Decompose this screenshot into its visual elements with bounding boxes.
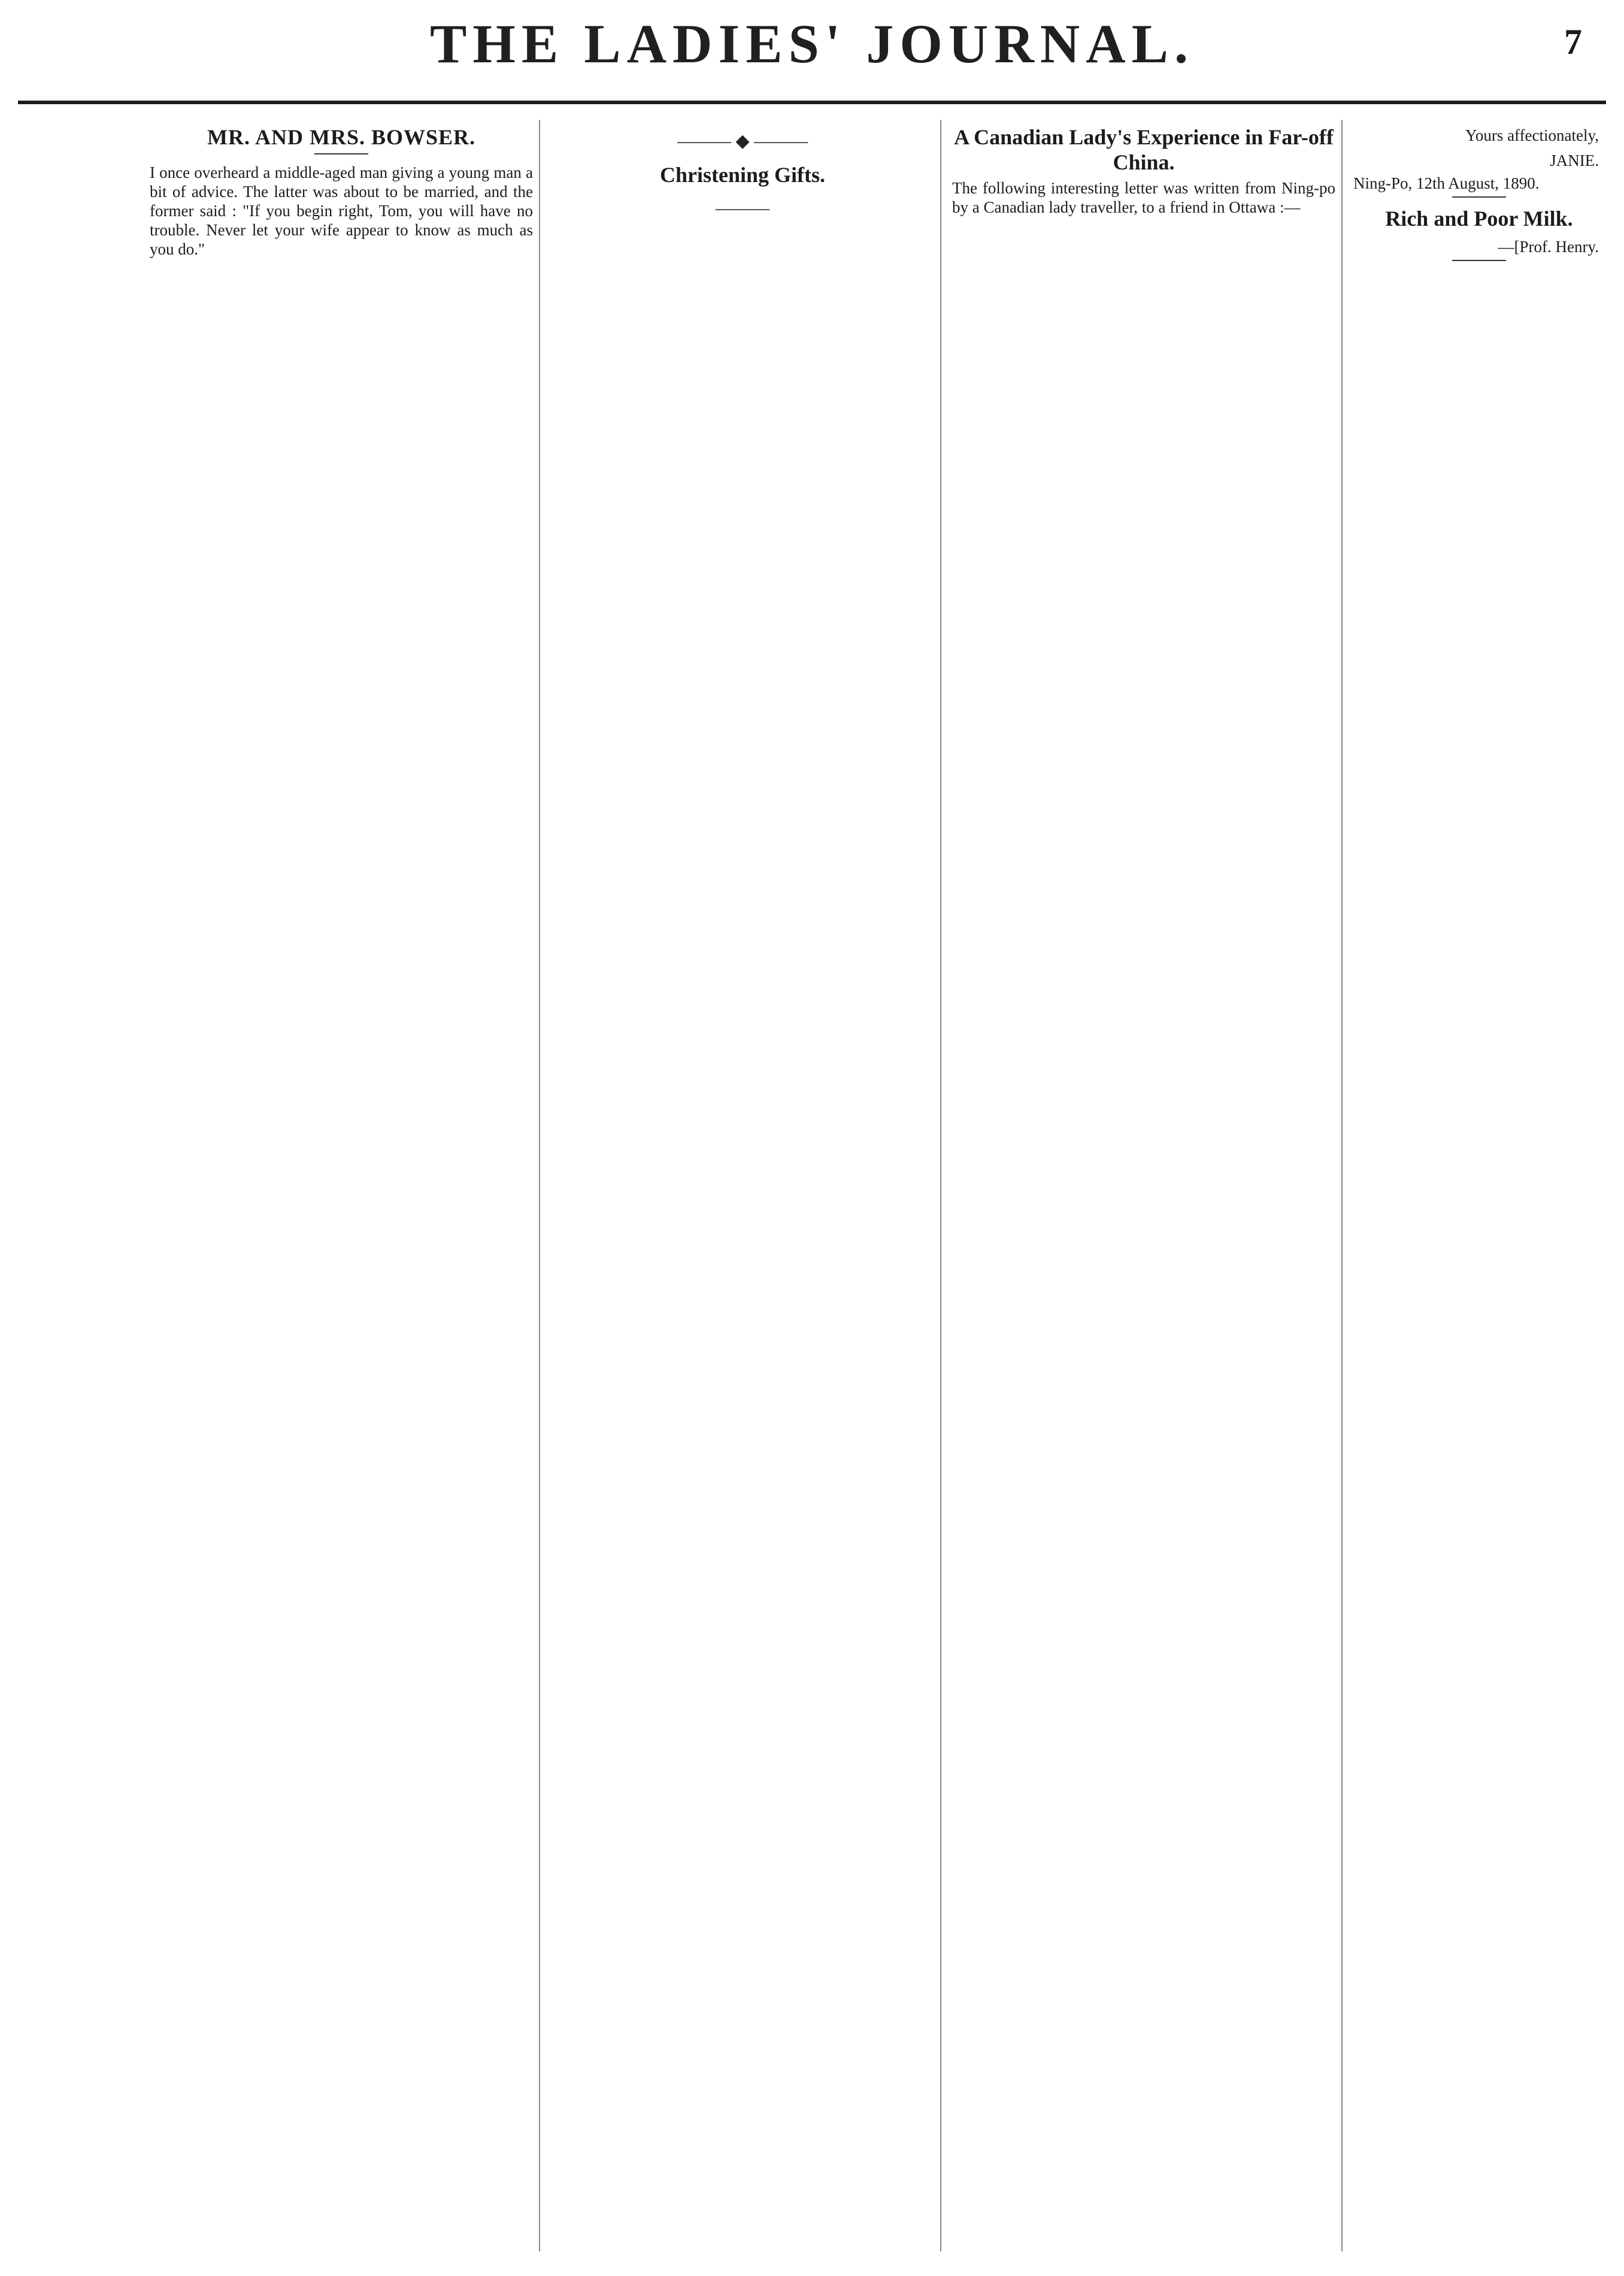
- masthead-rule: [18, 101, 1606, 104]
- letter-signature: Yours affectionately,: [1465, 126, 1599, 144]
- column-divider: [539, 120, 540, 2251]
- article-body-bowser: I once overheard a middle-aged man giving a young man a bit of advice. The latter was about to be married, and the former said : "If you begin right, Tom, you will have no trouble. Never let your wife appear to know as much as you do.": [150, 163, 533, 258]
- column-4: [1353, 120, 1605, 2251]
- section-rule: [1452, 196, 1506, 198]
- article-headline-christening: Christening Gifts.: [659, 163, 825, 187]
- letter-author: JANIE.: [1550, 151, 1599, 169]
- column-1: [150, 120, 533, 2251]
- journal-title: THE LADIES' JOURNAL.: [429, 13, 1195, 74]
- section-ornament: ——— ◆ ———: [677, 131, 808, 151]
- section-ornament: ———: [716, 198, 769, 218]
- column-2: [551, 120, 934, 2251]
- milk-credit: —[Prof. Henry.: [1498, 238, 1599, 256]
- column-divider: [940, 120, 941, 2251]
- masthead: [18, 11, 1606, 89]
- article-headline-milk: Rich and Poor Milk.: [1385, 207, 1573, 231]
- page-number: 7: [1564, 22, 1582, 62]
- article-headline-bowser: MR. AND MRS. BOWSER.: [207, 125, 476, 149]
- section-rule: [1452, 260, 1506, 261]
- article-headline-china: A Canadian Lady's Experience in Far-off China.: [954, 125, 1334, 174]
- headline-rule: [314, 153, 368, 154]
- column-divider: [1341, 120, 1343, 2251]
- column-3: [952, 120, 1335, 2251]
- letter-dateline: Ning-Po, 12th August, 1890.: [1353, 174, 1540, 192]
- article-body-china: The following interesting letter was written from Ning-po by a Canadian lady traveller, to a friend in Ottawa :—: [952, 179, 1335, 216]
